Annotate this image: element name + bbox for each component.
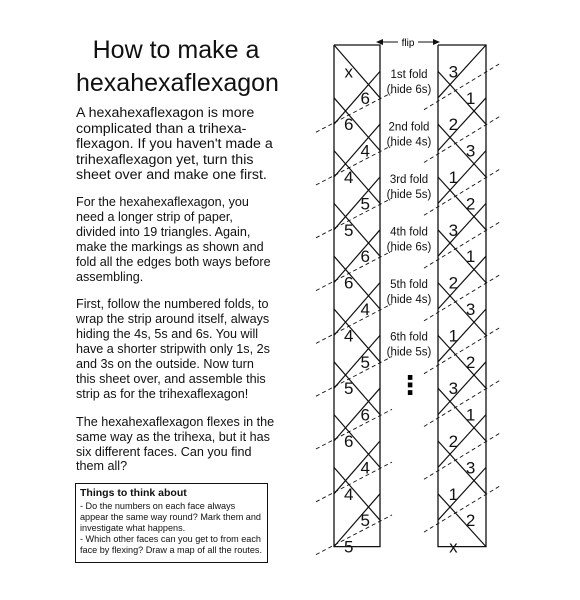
triangle-edge (334, 230, 380, 283)
fold-name: 4th fold (390, 226, 428, 239)
triangle-edge (334, 177, 380, 230)
left-triangle-label: 5 (343, 537, 354, 557)
left-triangle-label: 6 (360, 405, 371, 425)
right-triangle-label: 3 (448, 379, 459, 399)
fold-line (424, 116, 500, 162)
strip-outline (438, 45, 486, 547)
triangle-edge (334, 124, 380, 177)
right-triangle-label: 1 (465, 405, 476, 425)
triangle-edge (334, 362, 380, 415)
triangle-edge (438, 441, 486, 494)
fold-name: 3rd fold (389, 174, 429, 186)
right-triangle-label: 2 (465, 352, 476, 372)
triangle-edge (438, 309, 486, 362)
fold-line (424, 327, 500, 373)
left-triangle-label: 4 (360, 141, 371, 161)
left-triangle-label: 4 (343, 326, 354, 346)
triangle-edge (438, 256, 486, 309)
triangle-edge (438, 415, 486, 468)
fold-hide: (hide 5s) (386, 346, 432, 359)
triangle-edge (438, 45, 486, 98)
fold-name: 2nd fold (388, 121, 430, 134)
triangle-edge (334, 494, 380, 547)
triangle-edge (438, 362, 486, 415)
left-triangle-label: 5 (360, 194, 371, 214)
fold-line (424, 63, 500, 109)
right-strip (438, 45, 486, 557)
right-triangle-label: 1 (465, 88, 476, 108)
right-triangle-label: 3 (465, 300, 476, 319)
box-item: - Do the numbers on each face always appear the same way round? Mark them and investigate what happens. (80, 501, 261, 534)
left-triangle-label: 6 (360, 88, 371, 108)
fold-name: 1st fold (390, 69, 428, 81)
title-line-2: hexahexaflexagon (76, 69, 279, 97)
fold-hide: (hide 4s) (386, 294, 432, 306)
fold-name: 5th fold (390, 279, 428, 291)
fold-name: 6th fold (390, 331, 428, 344)
title-line-1: How to make a (92, 36, 260, 64)
triangle-edge (438, 98, 486, 151)
triangle-edge (438, 494, 486, 547)
fold-line (424, 380, 500, 426)
left-triangle-label: 5 (343, 379, 354, 399)
left-triangle-label: 5 (360, 511, 371, 531)
right-triangle-label: 1 (448, 168, 459, 187)
right-triangle-label: 3 (448, 62, 459, 82)
fold-hide: (hide 5s) (386, 189, 432, 201)
triangle-edge (334, 467, 380, 520)
triangle-edge (438, 230, 486, 283)
left-triangle-label: 4 (360, 300, 371, 319)
right-triangle-label: 3 (465, 141, 476, 161)
right-triangle-label: 2 (448, 432, 459, 451)
fold-labels (387, 69, 432, 359)
triangle-edge (334, 441, 380, 494)
strip-outline (334, 45, 380, 547)
triangle-edge (334, 335, 380, 388)
right-triangle-label: 2 (465, 511, 476, 531)
strip-paragraph: For the hexahexaflexagon, you need a longer strip of paper, divided into 19 triangles. Again, make the markings as shown and fold all the edges both ways before assembling. (76, 194, 271, 284)
fold-line (424, 433, 500, 479)
triangle-edge (438, 177, 486, 230)
right-triangle-label: 3 (465, 458, 476, 478)
left-triangle-label: 6 (343, 273, 354, 293)
triangle-edge (438, 388, 486, 441)
box-item: - Which other faces can you get to from each face by flexing? Draw a map of all the routes. (80, 534, 262, 556)
triangle-edge (438, 467, 486, 520)
triangle-edge (334, 71, 380, 124)
fold-hide: (hide 4s) (386, 136, 432, 149)
triangle-edge (334, 203, 380, 256)
triangle-edge (438, 124, 486, 177)
triangle-edge (334, 45, 380, 98)
triangle-edge (438, 151, 486, 204)
triangle-edge (334, 283, 380, 336)
fold-line (424, 222, 500, 268)
folding-paragraph: First, follow the numbered folds, to wrap the strip around itself, always hiding the 4s, 5s and 6s. You will have a shorter stripwith only 1s, 2s and 3s on the outside. Now turn this sheet over, and assemble this strip as for the trihexaflexagon! (76, 297, 270, 401)
triangle-edge (334, 98, 380, 151)
left-triangle-label: 5 (343, 220, 354, 240)
triangle-edge (438, 283, 486, 336)
continuation-dots: ⋮ (397, 371, 423, 401)
right-triangle-label: x (449, 537, 458, 557)
fold-hide: (hide 6s) (386, 84, 432, 96)
left-triangle-label: 4 (343, 168, 354, 187)
left-triangle-label: 4 (360, 458, 371, 478)
triangle-edge (334, 151, 380, 204)
left-triangle-label: 4 (343, 484, 354, 504)
left-triangle-label: x (344, 62, 353, 82)
left-triangle-label: 6 (343, 115, 354, 135)
right-triangle-label: 2 (448, 273, 459, 293)
fold-hide: (hide 6s) (386, 241, 432, 254)
triangle-edge (334, 388, 380, 441)
fold-line (424, 275, 500, 321)
triangle-edge (334, 256, 380, 309)
right-triangle-label: 2 (465, 194, 476, 214)
right-triangle-label: 1 (448, 484, 459, 504)
box-title: Things to think about (80, 487, 187, 499)
triangle-edge (438, 203, 486, 256)
left-triangle-label: 5 (360, 352, 371, 372)
left-triangle-label: 6 (360, 247, 371, 267)
right-triangle-label: 3 (448, 220, 459, 240)
fold-line (424, 486, 500, 532)
right-triangle-label: 2 (448, 115, 459, 135)
triangle-edge (438, 71, 486, 124)
right-triangle-label: 1 (448, 326, 459, 346)
left-triangle-label: 6 (343, 432, 354, 451)
triangle-edge (334, 415, 380, 468)
flexing-paragraph: The hexahexaflexagon flexes in the same way as the trihexa, but it has six different faces. Can you find them all? (76, 414, 275, 474)
flip-indicator (376, 38, 440, 49)
fold-line (424, 169, 500, 215)
flip-label: flip (401, 38, 415, 49)
intro-paragraph: A hexahexaflexagon is more complicated than a trihexa-flexagon. If you haven't made a trihexaflexagon yet, turn this sheet over and make one first. (76, 105, 273, 184)
triangle-edge (334, 309, 380, 362)
triangle-edge (438, 335, 486, 388)
right-triangle-label: 1 (465, 247, 476, 267)
left-strip (334, 45, 380, 557)
